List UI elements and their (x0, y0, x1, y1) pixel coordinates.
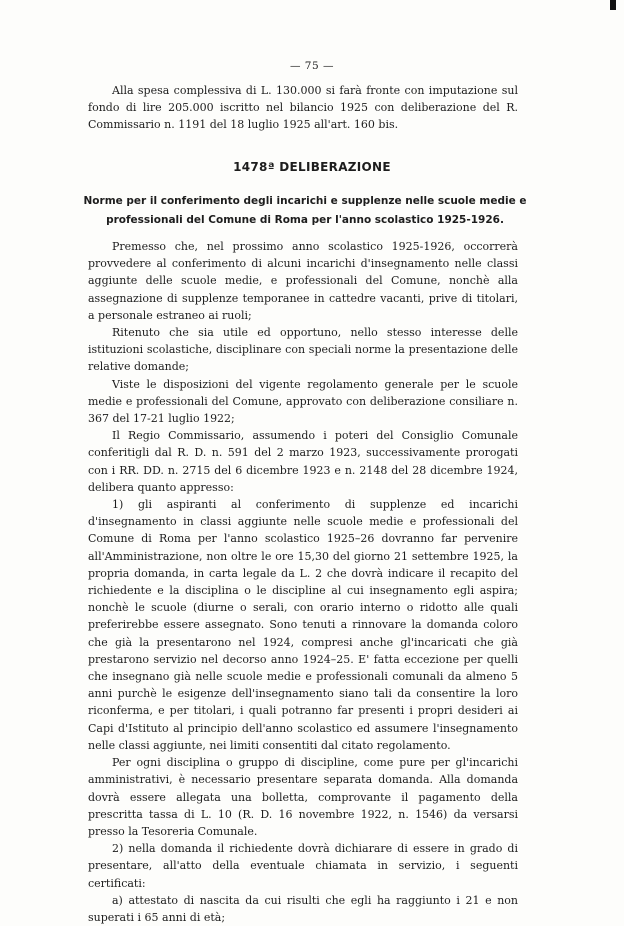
deliberation-subtitle: Norme per il conferimento degli incarichi e supplenze nelle scuole medie e professionali del Comune di Roma per l'anno scolastico 1925-1926. (83, 195, 527, 226)
paragraph-item-2a: a) attestato di nascita da cui risulti che egli ha raggiunto i 21 e non superati i 65 anni di età; (88, 893, 518, 924)
paragraph-viste: Viste le disposizioni del vigente regolamento generale per le scuole medie e professionali del Comune, approvato con deliberazione consiliare n. 367 del 17-21 luglio 1922; (88, 377, 518, 426)
body-text (88, 238, 518, 926)
paragraph-regio-commissario: Il Regio Commissario, assumendo i poteri del Consiglio Comunale conferitigli dal R. D. n. 591 del 2 marzo 1923, successivamente prorogati con i RR. DD. n. 2715 del 6 dicembre 1923 e n. 2148 del 28 dicembre 1924, delibera quanto appresso: (88, 429, 518, 494)
paragraph-ritenuto: Ritenuto che sia utile ed opportuno, nello stesso interesse delle istituzioni scolastiche, disciplinare con speciali norme la presentazione delle relative domande; (88, 326, 518, 374)
page-number: — 75 — (289, 60, 335, 72)
paragraph-item-2: 2) nella domanda il richiedente dovrà dichiarare di essere in grado di presentare, all'atto della eventuale chiamata in servizio, i seguenti certificati: (88, 842, 518, 890)
deliberation-title: 1478ª DELIBERAZIONE (233, 160, 391, 174)
intro-text: Alla spesa complessiva di L. 130.000 si farà fronte con imputazione sul fondo di lire 205.000 iscritto nel bilancio 1925 con deliberazione del R. Commissario n. 1191 del 18 luglio 1925 all'art. 160 bis. (88, 84, 518, 132)
paragraph-per-ogni: Per ogni disciplina o gruppo di discipline, come pure per gl'incarichi amministrativi, è necessario presentare separata domanda. Alla domanda dovrà essere allegata una bolletta, comprovante il pagamento della prescritta tassa di L. 10 (R. D. 16 novembre 1922, n. 1546) da versarsi presso la Tesoreria Comunale. (88, 756, 518, 838)
intro-paragraph (88, 82, 518, 134)
scan-artifact (610, 0, 616, 10)
paragraph-item-1: 1) gli aspiranti al conferimento di supplenze ed incarichi d'insegnamento in classi aggiunte nelle scuole medie e professionali del Comune di Roma per l'anno scolastico 1925–26 dovranno far pervenire all'Amministrazione, non oltre le ore 15,30 del giorno 21 settembre 1925, la propria domanda, in carta legale da L. 2 che dovrà indicare il recapito del richiedente e la disciplina o le discipline al cui insegnamento egli aspira; nonchè le scuole (diurne o serali, con orario interno o ridotto alle quali preferirebbe essere assegnato. Sono tenuti a rinnovare la domanda coloro che già la presentarono nel 1924, compresi anche gl'incaricati che già prestarono servizio nel decorso anno 1924–25. E' fatta eccezione per quelli che insegnano già nelle scuole medie e professionali comunali da almeno 5 anni purchè le esigenze dell'insegnamento siano tali da consentire la loro riconferma, e per titolari, i quali potranno far presenti i propri desideri ai Capi d'Istituto al principio dell'anno scolastico ed assumere l'insegnamento nelle classi aggiunte, nei limiti consentiti dal citato regolamento. (88, 498, 518, 752)
paragraph-premesso: Premesso che, nel prossimo anno scolastico 1925-1926, occorrerà provvedere al conferimento di alcuni incarichi d'insegnamento nelle classi aggiunte delle scuole medie, e professionali del Comune, nonchè alla assegnazione di supplenze temporanee in cattedre vacanti, prive di titolari, a personale estraneo ai ruoli; (88, 240, 518, 322)
